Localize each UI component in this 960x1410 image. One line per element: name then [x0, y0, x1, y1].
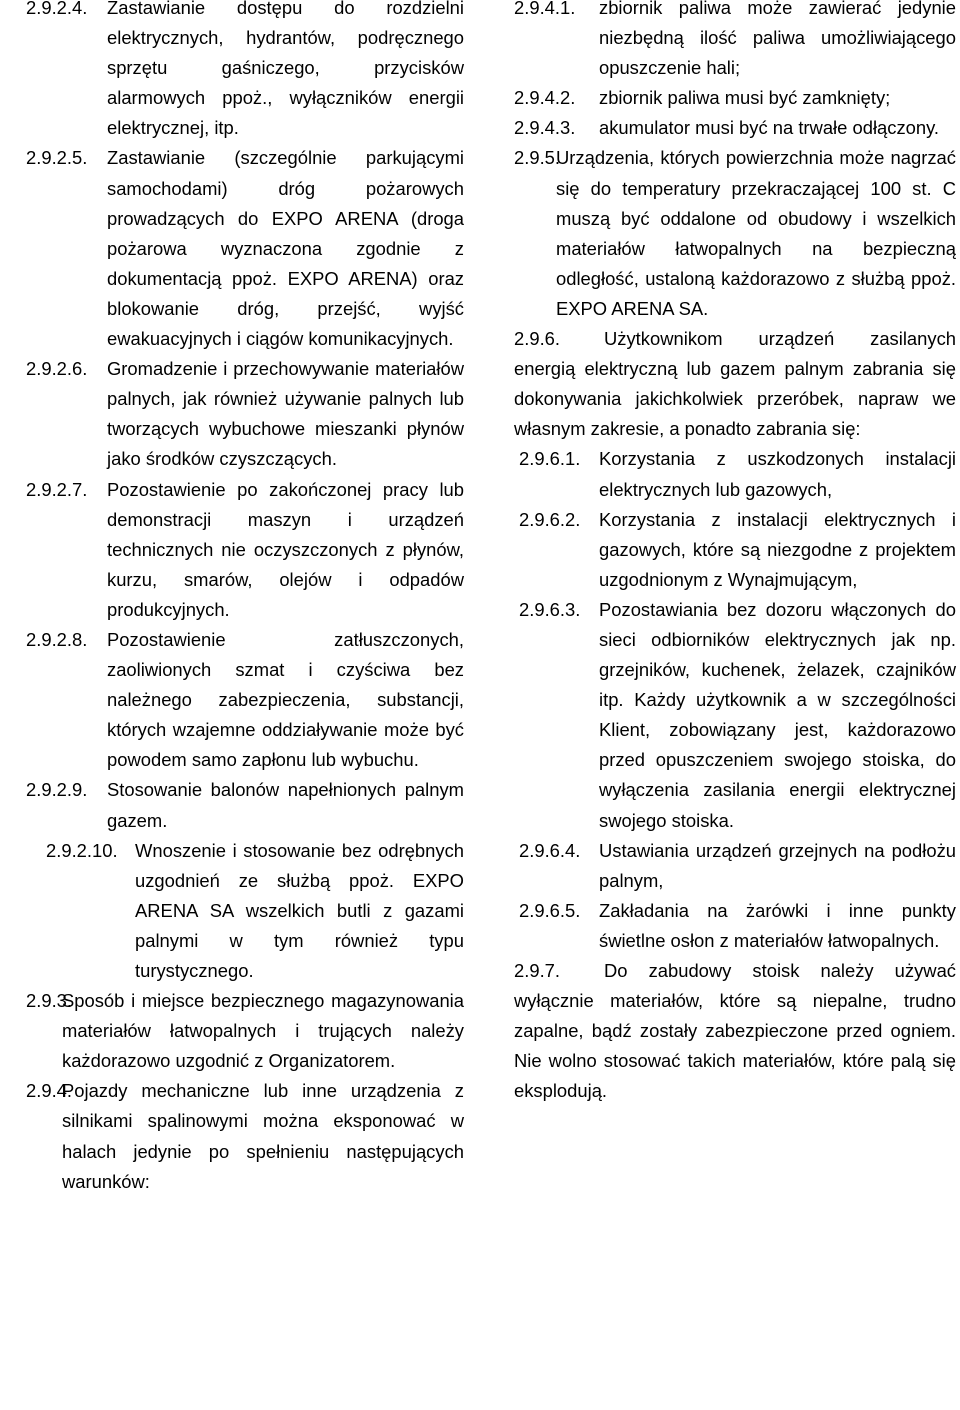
section-2-9-2-9 [26, 775, 464, 835]
section-number: 2.9.7. [514, 960, 561, 981]
section-2-9-6-3 [514, 595, 956, 836]
section-number: 2.9.6.4. [519, 839, 581, 861]
section-number: 2.9.2.6. [26, 358, 88, 380]
section-number: 2.9.4.1. [514, 0, 576, 18]
section-number: 2.9.6. [514, 328, 561, 350]
section-text: Wnoszenie i stosowanie bez odrębnych uzgodnień ze służbą ppoż. EXPO ARENA SA wszelkich butli z gazami palnymi w tym również typu turystycznego. [135, 839, 464, 981]
section-text: Zastawianie dostępu do rozdzielni elektrycznych, hydrantów, podręcznego sprzętu gaśniczego, przycisków alarmowych ppoż., wyłączników energii elektrycznej, itp. [107, 0, 464, 139]
section-number: 2.9.2.4. [26, 0, 88, 18]
section-text: Korzystania z uszkodzonych instalacji elektrycznych lub gazowych, [599, 448, 956, 500]
section-number: 2.9.2.7. [26, 478, 88, 500]
section-number: 2.9.6.1. [519, 448, 581, 470]
section-2-9-2-10 [26, 836, 464, 986]
section-2-9-2-5 [26, 143, 464, 354]
section-text: Zastawianie (szczególnie parkującymi samochodami) dróg pożarowych prowadzących do EXPO ARENA (droga pożarowa wyznaczona zgodnie z dokumentacją ppoż. EXPO ARENA) oraz blokowanie dróg, przejść, wyjść ewakuacyjnych i ciągów komunikacyjnych. [107, 147, 464, 350]
section-number: 2.9.6.3. [519, 598, 581, 620]
section-number: 2.9.3. [26, 990, 73, 1012]
section-text: Pozostawiania bez dozoru włączonych do sieci odbiorników elektrycznych jak np. grzejników, kuchenek, żelazek, czajników itp. Każdy użytkownik a w szczególności Klient, zobowiązany jest, każdorazowo przed opuszczeniem swojego stoiska, do wyłączenia zasilania energii elektrycznej swojego stoiska. [599, 598, 956, 831]
section-2-9-4 [26, 1076, 464, 1196]
left-column [26, 0, 464, 1197]
section-2-9-5 [514, 143, 956, 324]
section-2-9-2-6 [26, 354, 464, 474]
section-number: 2.9.2.8. [26, 628, 88, 650]
section-text: Sposób i miejsce bezpiecznego magazynowania materiałów łatwopalnych i trujących należy każdorazowo uzgodnić z Organizatorem. [62, 990, 464, 1072]
section-number: 2.9.2.10. [46, 839, 118, 861]
section-text: Stosowanie balonów napełnionych palnym gazem. [107, 779, 464, 831]
section-number: 2.9.4. [26, 1080, 73, 1102]
section-text: Ustawiania urządzeń grzejnych na podłożu palnym, [599, 839, 956, 891]
section-2-9-4-3 [514, 113, 956, 143]
right-column [514, 0, 956, 1106]
section-text: zbiornik paliwa może zawierać jedynie niezbędną ilość paliwa umożliwiającego opuszczenie hali; [599, 0, 956, 79]
section-number: 2.9.2.9. [26, 779, 88, 801]
section-text: Pozostawienie po zakończonej pracy lub demonstracji maszyn i urządzeń technicznych nie oczyszczonych z płynów, kurzu, smarów, olejów i odpadów produkcyjnych. [107, 478, 464, 620]
section-2-9-6-2 [514, 505, 956, 595]
section-text: Pojazdy mechaniczne lub inne urządzenia z silnikami spalinowymi można eksponować w halach jedynie po spełnieniu następujących warunków: [62, 1080, 464, 1192]
section-2-9-7 [514, 956, 956, 1106]
section-text: Gromadzenie i przechowywanie materiałów palnych, jak również używanie palnych lub tworzących wybuchowe mieszanki płynów jako środków czyszczących. [107, 358, 464, 470]
section-2-9-2-8 [26, 625, 464, 775]
section-2-9-4-1 [514, 0, 956, 83]
section-text: Użytkownikom urządzeń zasilanych energią elektryczną lub gazem palnym zabrania się dokonywania jakichkolwiek przeróbek, napraw we własnym zakresie, a ponadto zabrania się: [514, 328, 956, 440]
section-2-9-4-2 [514, 83, 956, 113]
section-text: Korzystania z instalacji elektrycznych i gazowych, które są niezgodne z projektem uzgodnionym z Wynajmującym, [599, 508, 956, 590]
section-number: 2.9.5. [514, 147, 561, 169]
section-text: Zakładania na żarówki i inne punkty świetlne osłon z materiałów łatwopalnych. [599, 899, 956, 951]
section-number: 2.9.4.3. [514, 117, 576, 139]
section-number: 2.9.4.2. [514, 87, 576, 109]
section-text: Urządzenia, których powierzchnia może nagrzać się do temperatury przekraczającej 100 st. C muszą być oddalone od obudowy i wszelkich materiałów łatwopalnych na bezpieczną odległość, ustaloną każdorazowo z służbą ppoż. EXPO ARENA SA. [556, 147, 956, 319]
section-number: 2.9.2.5. [26, 147, 88, 169]
section-text: Pozostawienie zatłuszczonych, zaoliwionych szmat i czyściwa bez należnego zabezpieczenia, substancji, których wzajemne oddziaływanie może być powodem samo zapłonu lub wybuchu. [107, 628, 464, 771]
section-text: akumulator musi być na trwałe odłączony. [599, 117, 940, 139]
section-number: 2.9.6.5. [519, 899, 581, 921]
section-2-9-6 [514, 324, 956, 444]
section-number: 2.9.6.2. [519, 508, 581, 530]
section-text: Do zabudowy stoisk należy używać wyłącznie materiałów, które są niepalne, trudno zapalne, bądź zostały zabezpieczone przed ogniem. Nie wolno stosować takich materiałów, które palą się eksplodują. [514, 960, 956, 1102]
section-2-9-6-4 [514, 836, 956, 896]
section-2-9-2-7 [26, 475, 464, 625]
section-2-9-6-5 [514, 896, 956, 956]
section-text: zbiornik paliwa musi być zamknięty; [599, 87, 891, 109]
section-2-9-2-4 [26, 0, 464, 143]
section-2-9-3 [26, 986, 464, 1076]
section-2-9-6-1 [514, 444, 956, 504]
